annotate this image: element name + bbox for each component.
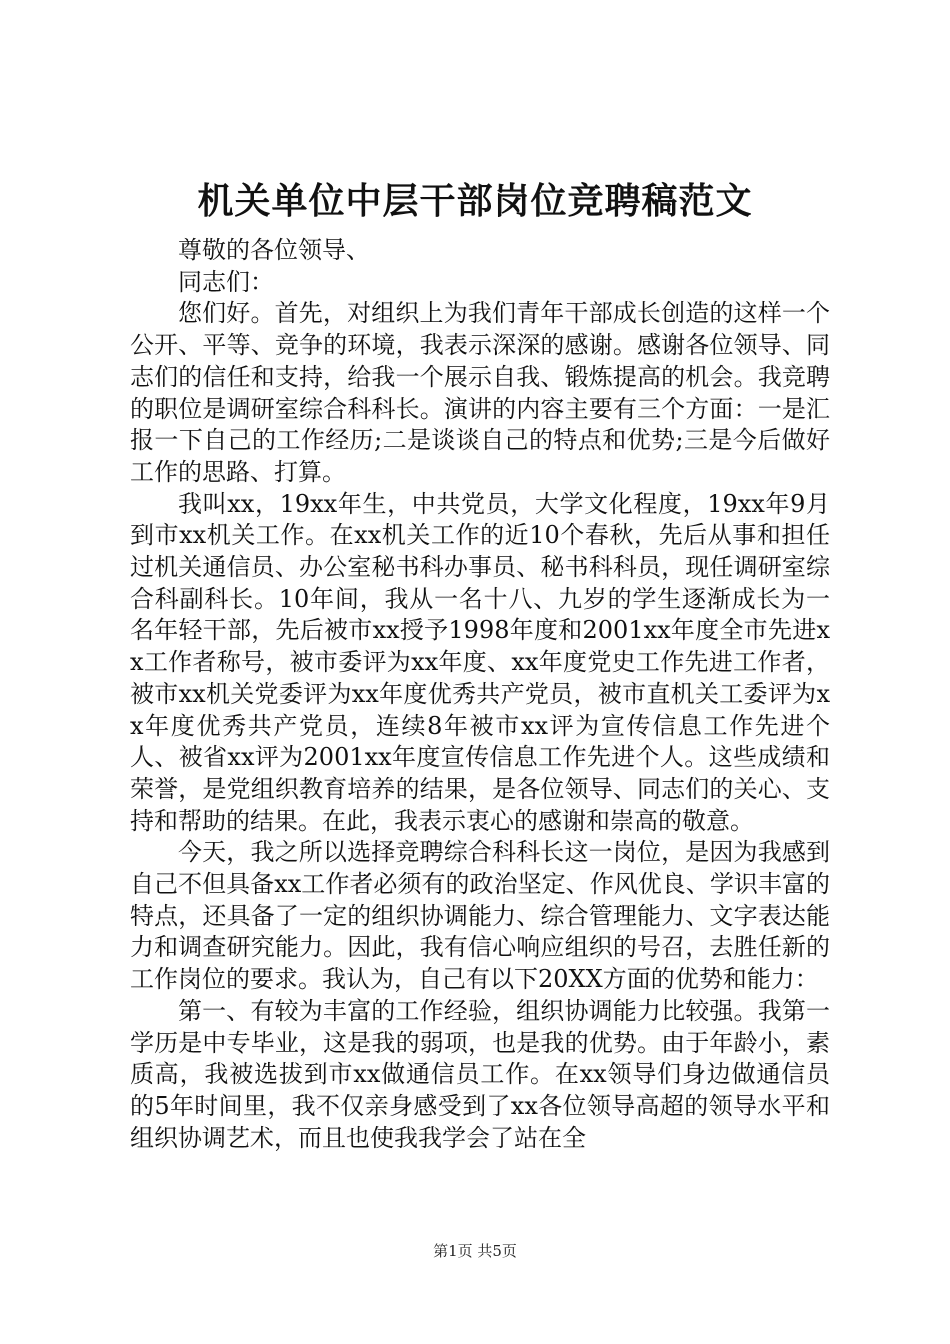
paragraph-advantage-one: 第一、有较为丰富的工作经验，组织协调能力比较强。我第一学历是中专毕业，这是我的弱项，也是我的优势。由于年龄小，素质高，我被选拔到市xx做通信员工作。在xx领导们身边做通信员的5年时间里，我不仅亲身感受到了xx各位领导高超的领导水平和组织协调艺术，而且也使我我学会了站在全 <box>130 996 830 1152</box>
paragraph-greeting: 您们好。首先，对组织上为我们青年干部成长创造的这样一个公开、平等、竞争的环境，我表示深深的感谢。感谢各位领导、同志们的信任和支持，给我一个展示自我、锻炼提高的机会。我竞聘的职位是调研室综合科科长。演讲的内容主要有三个方面：一是汇报一下自己的工作经历;二是谈谈自己的特点和优势;三是今后做好工作的思路、打算。 <box>130 299 830 486</box>
document-body <box>130 235 830 1154</box>
salutation-line-1: 尊敬的各位领导、 <box>178 236 370 264</box>
salutation-line-2: 同志们： <box>178 267 274 296</box>
paragraph-reason: 今天，我之所以选择竞聘综合科科长这一岗位，是因为我感到自己不但具备xx工作者必须有的政治坚定、作风优良、学识丰富的特点，还具备了一定的组织协调能力、综合管理能力、文字表达能力和调查研究能力。因此，我有信心响应组织的号召，去胜任新的工作岗位的要求。我认为，自己有以下20XX方面的优势和能力： <box>130 838 830 994</box>
paragraph-experience: 我叫xx，19xx年生，中共党员，大学文化程度，19xx年9月到市xx机关工作。在xx机关工作的近10个春秋，先后从事和担任过机关通信员、办公室秘书科办事员、秘书科科员，现任调研室综合科副科长。10年间，我从一名十八、九岁的学生逐渐成长为一名年轻干部，先后被市xx授予1998年度和2001xx年度全市先进xx工作者称号，被市委评为xx年度、xx年度党史工作先进工作者，被市xx机关党委评为xx年度优秀共产党员，被市直机关工委评为xx年度优秀共产党员，连续8年被市xx评为宣传信息工作先进个人、被省xx评为2001xx年度宣传信息工作先进个人。这些成绩和荣誉，是党组织教育培养的结果，是各位领导、同志们的关心、支持和帮助的结果。在此，我表示衷心的感谢和崇高的敬意。 <box>130 489 830 835</box>
page-footer: 第1页 共5页 <box>433 1242 517 1260</box>
document-title: 机关单位中层干部岗位竞聘稿范文 <box>197 180 753 222</box>
